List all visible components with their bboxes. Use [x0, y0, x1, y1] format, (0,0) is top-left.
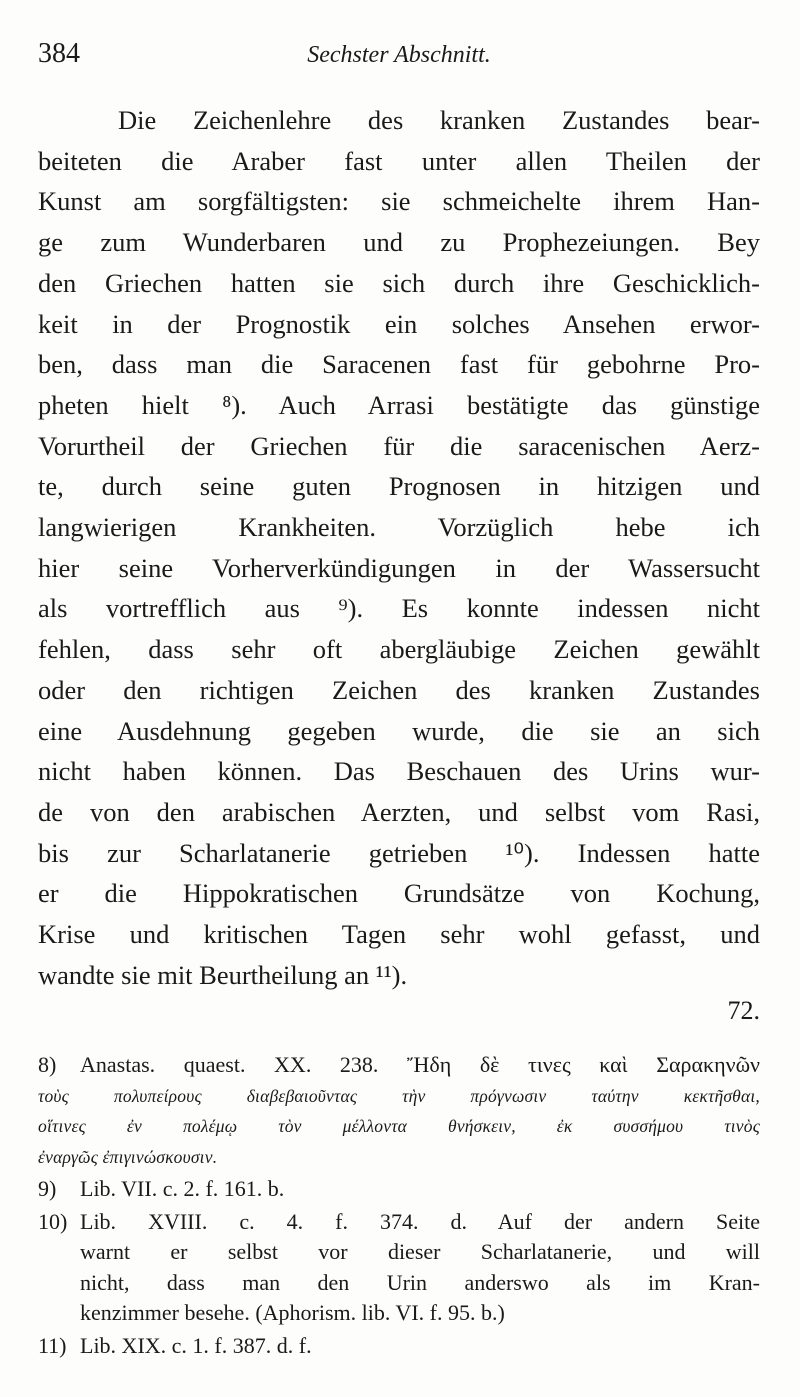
- footnote-label: 11): [38, 1332, 67, 1358]
- footnote-9: [38, 1174, 760, 1205]
- text-line: den Griechen hatten sie sich durch ihre Geschicklich-: [38, 267, 760, 298]
- page-number: 384: [38, 38, 80, 69]
- text-line: Kunst am sorgfältigsten: sie schmeichelte ihrem Han-: [38, 186, 760, 217]
- text-line: beiteten die Araber fast unter allen Theilen der: [38, 145, 760, 176]
- footnote-line: Lib. XVIII. c. 4. f. 374. d. Auf der andern Seite: [80, 1208, 760, 1234]
- text-line: keit in der Prognostik ein solches Ansehen erwor-: [38, 308, 760, 339]
- text-line: langwierigen Krankheiten. Vorzüglich hebe ich: [38, 512, 760, 543]
- text-line: als vortrefflich aus ⁹). Es konnte indessen nicht: [38, 593, 760, 624]
- footnote-label: 10): [38, 1208, 68, 1234]
- footnotes: [38, 1050, 760, 1363]
- footnote-line: Lib. XIX. c. 1. f. 387. d. f.: [80, 1332, 312, 1358]
- footnote-line: τοὺς πολυπείρους διαβεβαιοῦντας τὴν πρόγνωσιν ταύτην κεκτῆσθαι,: [38, 1085, 760, 1106]
- footnote-label: 8): [38, 1052, 57, 1077]
- text-line: Krise und kritischen Tagen sehr wohl gefasst, und: [38, 919, 760, 950]
- footnote-line: warnt er selbst vor dieser Scharlatanerie, und will: [80, 1239, 760, 1264]
- text-line: hier seine Vorherverkündigungen in der Wassersucht: [38, 552, 760, 583]
- text-line: ge zum Wunderbaren und zu Prophezeiungen. Bey: [38, 227, 760, 258]
- footnote-line: ἐναργῶς ἐπιγινώσκουσιν.: [38, 1146, 218, 1167]
- text-line: Vorurtheil der Griechen für die saracenischen Aerz-: [38, 430, 760, 461]
- footnote-line: οἵτινες ἐν πολέμῳ τὸν μέλλοντα θνήσκειν, ἐκ συσσήμου τινὸς: [38, 1116, 760, 1136]
- text-line: nicht haben können. Das Beschauen des Urins wur-: [38, 756, 760, 787]
- footnote-11: [38, 1331, 760, 1362]
- footnote-line: Anastas. quaest. XX. 238. Ἤδη δὲ τινες καὶ Σαρακηνῶν: [80, 1052, 760, 1077]
- running-head: Sechster Abschnitt.: [307, 42, 491, 68]
- page-header: [38, 38, 760, 82]
- text-line: ben, dass man die Saracenen fast für gebohrne Pro-: [38, 349, 760, 380]
- text-line: er die Hippokratischen Grundsätze von Kochung,: [38, 878, 760, 909]
- text-line: fehlen, dass sehr oft abergläubige Zeichen gewählt: [38, 634, 760, 665]
- text-line: eine Ausdehnung gegeben wurde, die sie an sich: [38, 715, 760, 746]
- footnote-line: Lib. VII. c. 2. f. 161. b.: [80, 1176, 285, 1201]
- text-line: bis zur Scharlatanerie getrieben ¹⁰). Indessen hatte: [38, 837, 760, 868]
- text-line: oder den richtigen Zeichen des kranken Zustandes: [38, 674, 760, 705]
- footnote-line: nicht, dass man den Urin anderswo als im Kran-: [80, 1269, 760, 1295]
- text-line: te, durch seine guten Prognosen in hitzigen und: [38, 471, 760, 502]
- footnote-line: kenzimmer besehe. (Aphorism. lib. VI. f. 95. b.): [80, 1300, 505, 1325]
- footnote-10: [38, 1207, 760, 1329]
- footnote-8: [38, 1050, 760, 1172]
- text-line: Die Zeichenlehre des kranken Zustandes bear-: [118, 105, 760, 135]
- text-line: wandte sie mit Beurtheilung an ¹¹).: [38, 959, 408, 990]
- section-number: 72.: [727, 996, 760, 1025]
- text-line: pheten hielt ⁸). Auch Arrasi bestätigte das günstige: [38, 389, 760, 420]
- text-line: de von den arabischen Aerzten, und selbst vom Rasi,: [38, 796, 760, 827]
- footnote-label: 9): [38, 1176, 57, 1201]
- main-text: [38, 100, 760, 995]
